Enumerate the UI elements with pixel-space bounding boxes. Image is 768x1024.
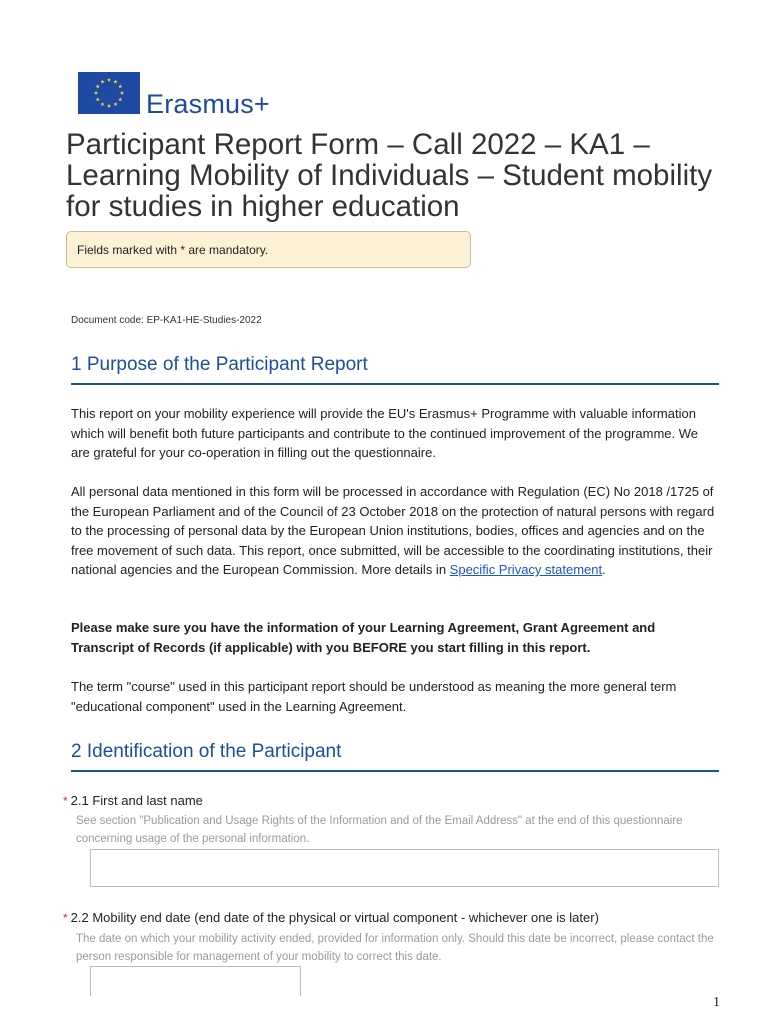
purpose-paragraph-3: Please make sure you have the information of your Learning Agreement, Grant Agreement and Transcript of Records (if applicable) with you BEFORE you start filling in this report.	[71, 620, 656, 655]
eu-flag-star	[100, 102, 104, 106]
document-code: Document code: EP-KA1-HE-Studies-2022	[71, 315, 262, 326]
eu-flag-star	[94, 91, 98, 95]
question-help-text: See section "Publication and Usage Rights of the Information and of the Email Address" at the end of this questionnaire concerning usage of the personal information.	[76, 815, 683, 845]
eu-flag-star	[107, 78, 111, 82]
brand-name: Erasmus+	[146, 89, 270, 119]
eu-flag-star	[118, 97, 122, 101]
privacy-text-end: .	[602, 562, 606, 577]
eu-flag-star	[113, 102, 117, 106]
required-marker: *	[63, 911, 68, 925]
erasmus-logo	[78, 72, 270, 119]
eu-flag-star	[107, 104, 111, 108]
question-first-last-name	[63, 793, 203, 808]
eu-flag-star	[96, 97, 100, 101]
purpose-paragraph-4: The term "course" used in this participant report should be understood as meaning the more general term "educational component" used in the Learning Agreement.	[71, 679, 677, 714]
question-mobility-end-date	[63, 910, 599, 925]
first-last-name-input[interactable]	[90, 849, 719, 887]
eu-flag-icon	[78, 72, 140, 114]
eu-flag-star	[96, 84, 100, 88]
mobility-end-date-input[interactable]	[90, 966, 301, 996]
eu-flag-star	[120, 91, 124, 95]
page-title: Participant Report Form – Call 2022 – KA1 – Learning Mobility of Individuals – Student mobility for studies in higher education	[66, 128, 713, 223]
eu-flag-star	[100, 80, 104, 84]
eu-flag-star	[113, 80, 117, 84]
required-marker: *	[63, 794, 68, 808]
question-help-text: The date on which your mobility activity ended, provided for information only. Should this date be incorrect, please contact the person responsible for management of your mobility to correct this date.	[76, 933, 714, 963]
privacy-text: All personal data mentioned in this form will be processed in accordance with Regulation (EC) No 2018 /1725 of the European Parliament and of the Council of 23 October 2018 on the protection of natural persons with regard to the processing of personal data by the European Union institutions, bodies, offices and agencies and on the free movement of such data. This report, once submitted, will be accessible to the coordinating institutions, their national agencies and the European Commission. More details in	[71, 484, 715, 577]
question-label: 2.1 First and last name	[70, 793, 203, 808]
privacy-statement-link[interactable]: Specific Privacy statement	[449, 562, 603, 577]
question-label: 2.2 Mobility end date (end date of the physical or virtual component - whichever one is later)	[70, 910, 599, 925]
purpose-paragraph-1: This report on your mobility experience will provide the EU's Erasmus+ Programme with valuable information which will benefit both future participants and contribute to the continued improvement of the programme. We are grateful for your co-operation in filling out the questionnaire.	[71, 406, 698, 460]
eu-flag-star	[118, 84, 122, 88]
purpose-paragraph-2	[71, 482, 719, 580]
page-number: 1	[713, 995, 720, 1010]
section-heading-identification: 2 Identification of the Participant	[71, 741, 719, 772]
section-heading-purpose: 1 Purpose of the Participant Report	[71, 354, 719, 385]
mandatory-notice: Fields marked with * are mandatory.	[66, 231, 471, 268]
